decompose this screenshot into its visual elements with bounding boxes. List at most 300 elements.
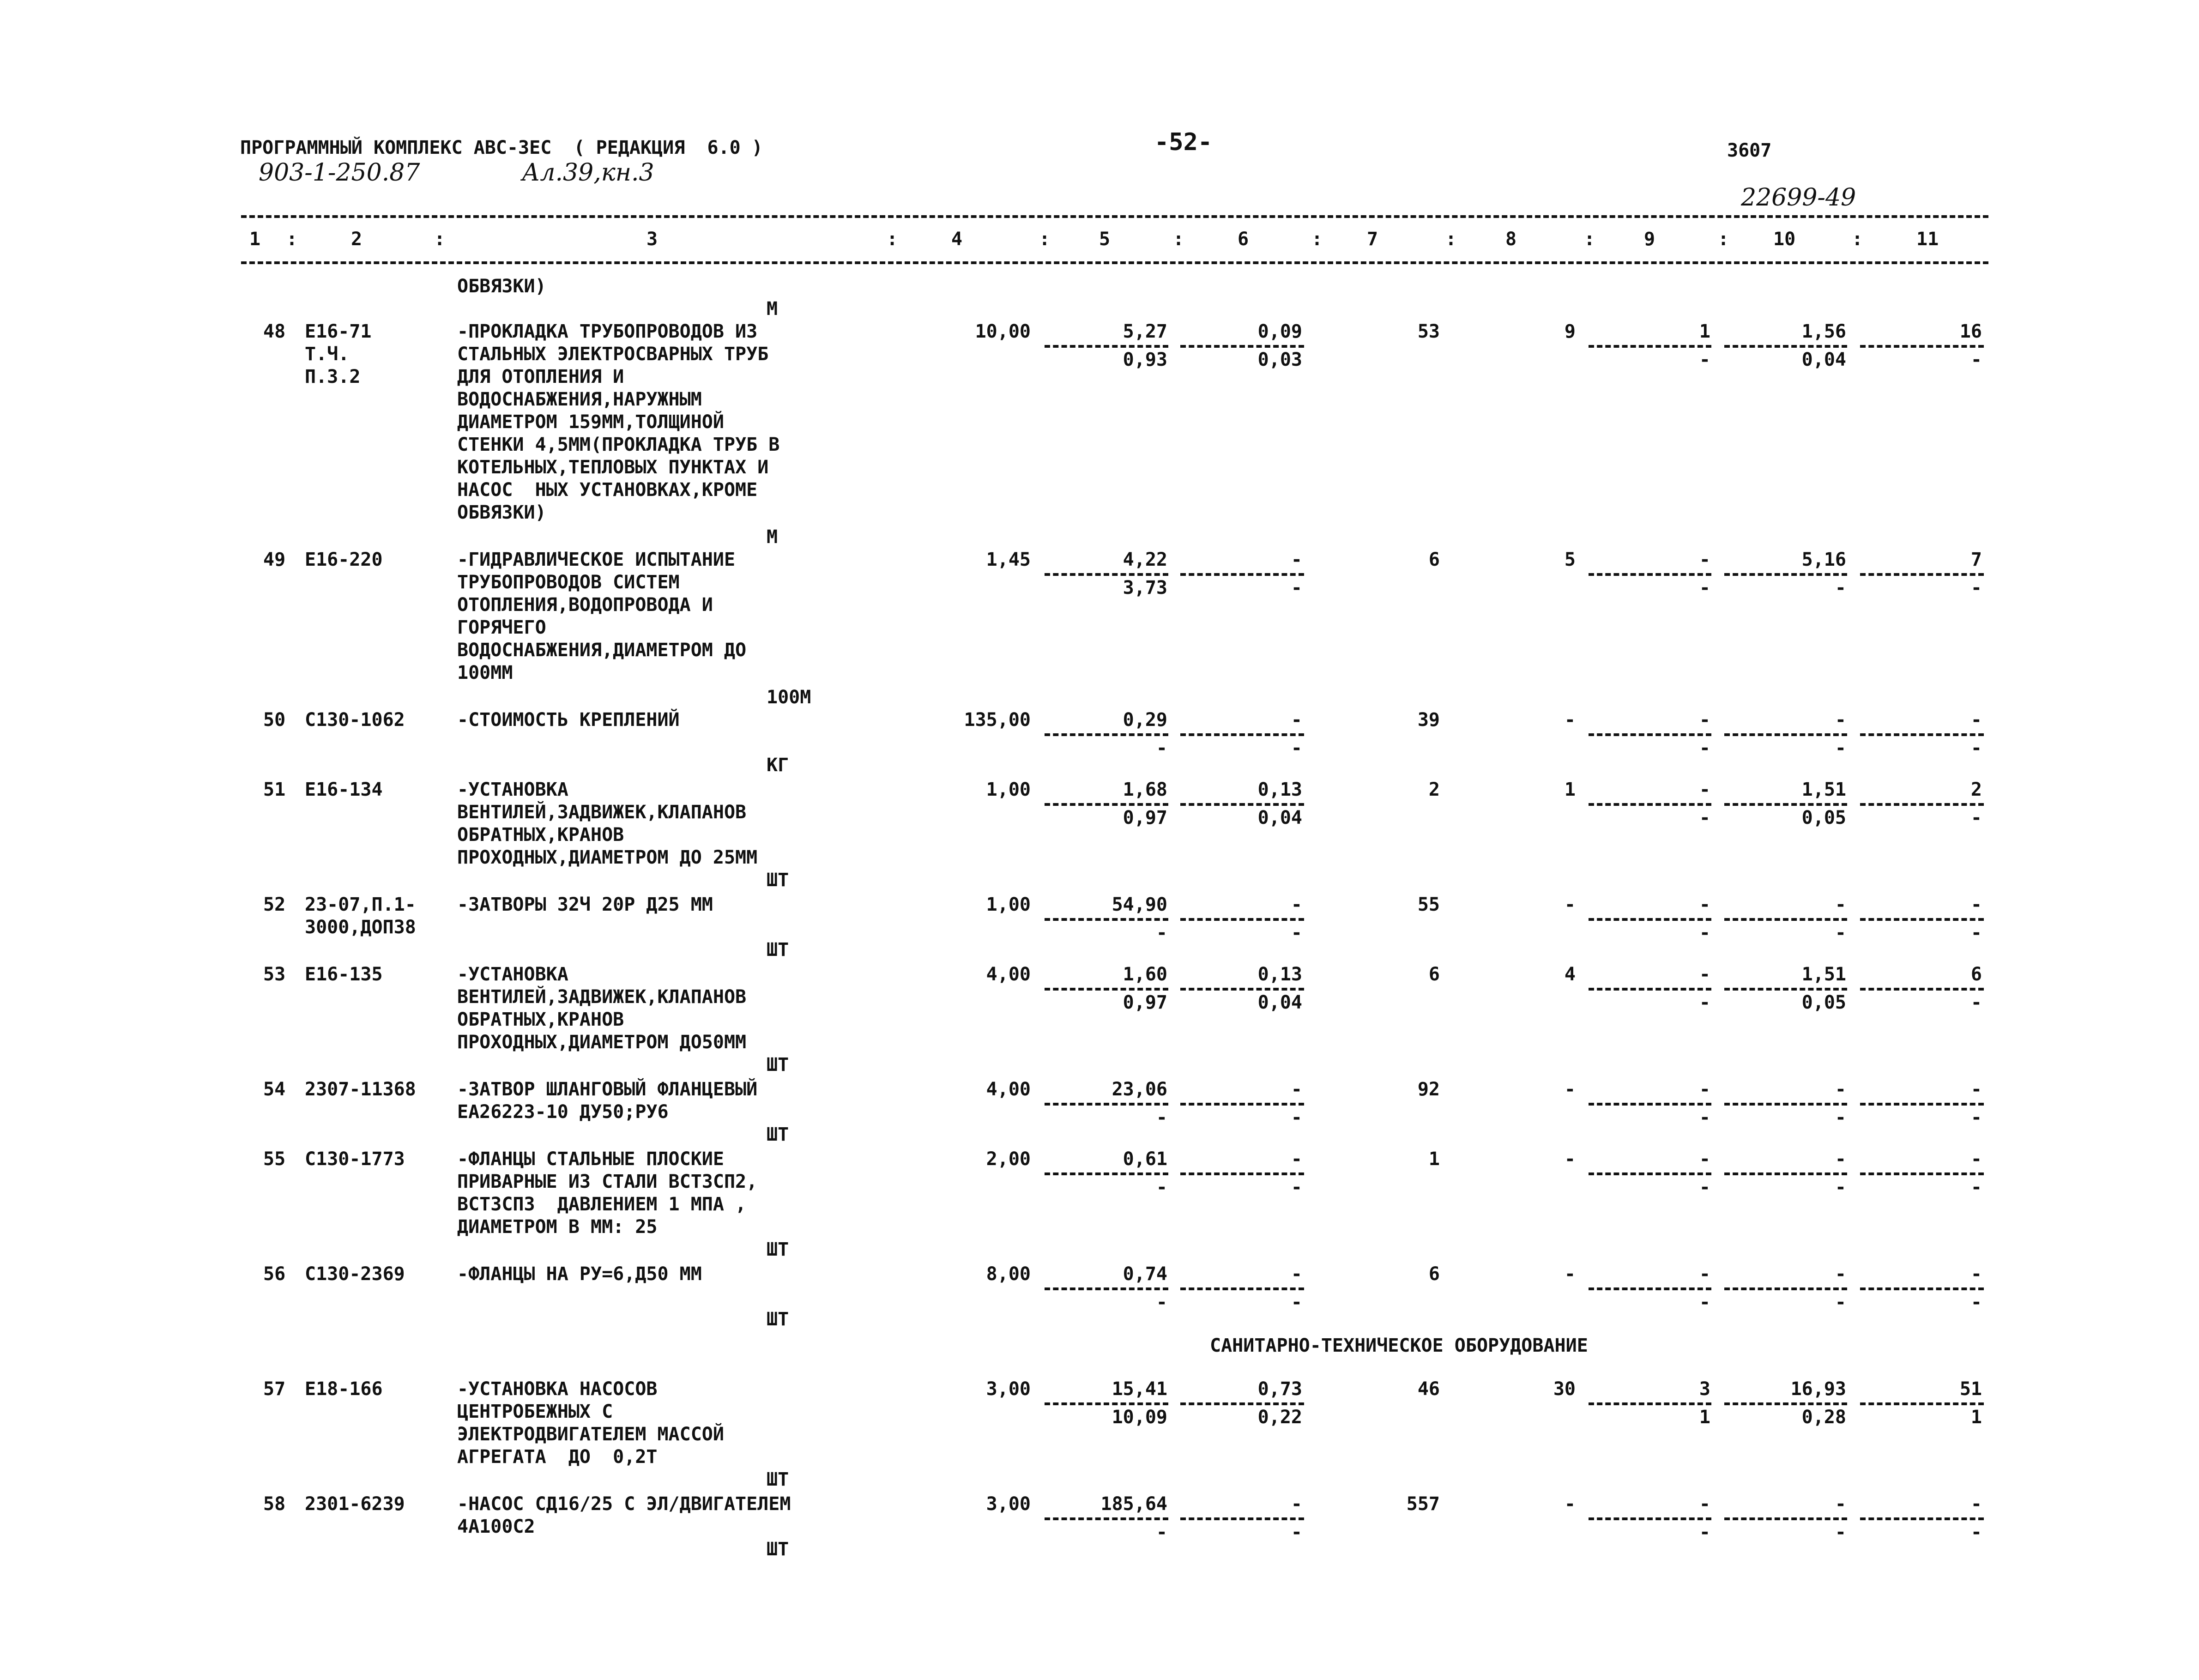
description-line: АГРЕГАТА ДО 0,2Т xyxy=(457,1446,658,1468)
column-header-4: 4 xyxy=(951,229,963,250)
description-line: ДЛЯ ОТОПЛЕНИЯ И xyxy=(457,366,624,387)
value-c5b: - xyxy=(1156,1107,1167,1128)
description-line: ОТОПЛЕНИЯ,ВОДОПРОВОДА И xyxy=(457,594,713,616)
value-c4: 1,00 xyxy=(986,894,1031,915)
cell-separator-c5 xyxy=(1045,1103,1168,1106)
value-c10: - xyxy=(1835,1148,1846,1170)
value-c9b: - xyxy=(1699,349,1710,370)
column-header-3: 3 xyxy=(646,229,658,250)
norm-code: Е18-166 xyxy=(305,1378,383,1400)
value-c8: 1 xyxy=(1564,779,1576,800)
description-line: ПРОХОДНЫХ,ДИАМЕТРОМ ДО 25ММ xyxy=(457,847,758,868)
column-header-9: 9 xyxy=(1644,229,1655,250)
handwritten-doc-number: 22699-49 xyxy=(1741,184,1856,212)
value-c10b: - xyxy=(1835,1107,1846,1128)
description-line: -УСТАНОВКА xyxy=(457,964,568,985)
value-c5: 5,27 xyxy=(1123,321,1167,342)
value-c10: 1,51 xyxy=(1801,964,1846,985)
cell-separator-c11 xyxy=(1860,345,1984,348)
cell-separator-c6 xyxy=(1180,1103,1304,1106)
description-line: ЦЕНТРОБЕЖНЫХ С xyxy=(457,1401,613,1422)
cell-separator-c5 xyxy=(1045,918,1168,921)
value-c7: 2 xyxy=(1428,779,1440,800)
description-line: -ГИДРАВЛИЧЕСКОЕ ИСПЫТАНИЕ xyxy=(457,549,736,570)
cell-separator-c6 xyxy=(1180,1402,1304,1405)
cell-separator-c6 xyxy=(1180,988,1304,991)
column-separator: : xyxy=(1584,229,1595,250)
value-c10: - xyxy=(1835,1263,1846,1285)
description-line: ПРИВАРНЫЕ ИЗ СТАЛИ ВСТ3СП2, xyxy=(457,1171,758,1192)
value-c6b: - xyxy=(1291,1522,1302,1543)
value-c7: 46 xyxy=(1417,1378,1440,1400)
norm-code: 2301-6239 xyxy=(305,1493,405,1515)
handwritten-album: Ал.39,кн.3 xyxy=(522,159,654,187)
value-c9: - xyxy=(1699,709,1710,731)
cell-separator-c9 xyxy=(1589,573,1711,576)
value-c4: 1,00 xyxy=(986,779,1031,800)
cell-separator-c6 xyxy=(1180,1287,1304,1290)
value-c10: 16,93 xyxy=(1790,1378,1846,1400)
value-c11b: - xyxy=(1970,1522,1982,1543)
cell-separator-c11 xyxy=(1860,573,1984,576)
cell-separator-c10 xyxy=(1724,803,1847,806)
value-c4: 1,45 xyxy=(986,549,1031,570)
program-title: ПРОГРАММНЫЙ КОМПЛЕКС АВС-3ЕС ( РЕДАКЦИЯ 6.0 ) xyxy=(240,137,763,158)
value-c9: - xyxy=(1699,1148,1710,1170)
cell-separator-c6 xyxy=(1180,1517,1304,1520)
cell-separator-c11 xyxy=(1860,1402,1984,1405)
cell-separator-c6 xyxy=(1180,573,1304,576)
cell-separator-c5 xyxy=(1045,988,1168,991)
column-header-5: 5 xyxy=(1099,229,1111,250)
column-separator: : xyxy=(286,229,298,250)
value-c10: - xyxy=(1835,709,1846,731)
value-c10b: 0,05 xyxy=(1801,807,1846,828)
cell-separator-c6 xyxy=(1180,345,1304,348)
description-line: ЕА26223-10 ДУ50;РУ6 xyxy=(457,1101,669,1123)
description-line: ОБРАТНЫХ,КРАНОВ xyxy=(457,824,624,846)
cell-separator-c9 xyxy=(1589,1402,1711,1405)
value-c7: 39 xyxy=(1417,709,1440,731)
value-c6: - xyxy=(1291,1079,1302,1100)
description-line: ОБРАТНЫХ,КРАНОВ xyxy=(457,1009,624,1030)
value-c6b: - xyxy=(1291,1292,1302,1313)
value-c9b: - xyxy=(1699,577,1710,598)
value-c5: 4,22 xyxy=(1123,549,1167,570)
value-c8: 30 xyxy=(1553,1378,1576,1400)
value-c11: - xyxy=(1970,1263,1982,1285)
value-c8: 5 xyxy=(1564,549,1576,570)
cell-separator-c11 xyxy=(1860,733,1984,736)
unit-label: ШТ xyxy=(767,1124,789,1145)
value-c6b: - xyxy=(1291,1177,1302,1198)
row-number: 52 xyxy=(263,894,286,915)
value-c9b: 1 xyxy=(1699,1407,1710,1428)
description-line: -СТОИМОСТЬ КРЕПЛЕНИЙ xyxy=(457,709,680,731)
value-c10: 1,56 xyxy=(1801,321,1846,342)
section-heading: САНИТАРНО-ТЕХНИЧЕСКОЕ ОБОРУДОВАНИЕ xyxy=(1210,1335,1588,1356)
unit-label: ШТ xyxy=(767,1309,789,1330)
value-c4: 2,00 xyxy=(986,1148,1031,1170)
cell-separator-c6 xyxy=(1180,918,1304,921)
cell-separator-c5 xyxy=(1045,1287,1168,1290)
cell-separator-c10 xyxy=(1724,1517,1847,1520)
value-c5: 15,41 xyxy=(1112,1378,1167,1400)
value-c5: 185,64 xyxy=(1100,1493,1167,1515)
value-c6: 0,13 xyxy=(1257,964,1302,985)
row-number: 49 xyxy=(263,549,286,570)
value-c11b: - xyxy=(1970,737,1982,759)
description-line: ПРОХОДНЫХ,ДИАМЕТРОМ ДО50ММ xyxy=(457,1032,747,1053)
column-separator: : xyxy=(1718,229,1729,250)
value-c7: 6 xyxy=(1428,1263,1440,1285)
column-header-2: 2 xyxy=(351,229,362,250)
value-c11: 6 xyxy=(1970,964,1982,985)
value-c5: 1,68 xyxy=(1123,779,1167,800)
value-c11b: - xyxy=(1970,992,1982,1013)
column-header-6: 6 xyxy=(1238,229,1249,250)
value-c7: 53 xyxy=(1417,321,1440,342)
row-number: 55 xyxy=(263,1148,286,1170)
value-c11b: - xyxy=(1970,807,1982,828)
value-c5b: 10,09 xyxy=(1112,1407,1167,1428)
row-number: 48 xyxy=(263,321,286,342)
norm-code: 2307-11368 xyxy=(305,1079,416,1100)
cell-separator-c11 xyxy=(1860,988,1984,991)
value-c4: 3,00 xyxy=(986,1378,1031,1400)
value-c6: 0,13 xyxy=(1257,779,1302,800)
unit-label: ШТ xyxy=(767,939,789,961)
column-separator: : xyxy=(1311,229,1323,250)
description-line: -ФЛАНЦЫ НА РУ=6,Д50 ММ xyxy=(457,1263,702,1285)
description-line: НАСОС НЫХ УСТАНОВКАХ,КРОМЕ xyxy=(457,479,758,501)
description-line: -НАСОС СД16/25 С ЭЛ/ДВИГАТЕЛЕМ xyxy=(457,1493,791,1515)
column-header-10: 10 xyxy=(1773,229,1796,250)
value-c11b: - xyxy=(1970,922,1982,943)
value-c9: - xyxy=(1699,1079,1710,1100)
cell-separator-c5 xyxy=(1045,1172,1168,1175)
value-c5: 0,29 xyxy=(1123,709,1167,731)
value-c9b: - xyxy=(1699,992,1710,1013)
value-c5b: - xyxy=(1156,737,1167,759)
cell-separator-c9 xyxy=(1589,803,1711,806)
column-separator: : xyxy=(1173,229,1184,250)
norm-code: Е16-135 xyxy=(305,964,383,985)
value-c6: - xyxy=(1291,549,1302,570)
value-c5b: - xyxy=(1156,1292,1167,1313)
value-c5b: - xyxy=(1156,1522,1167,1543)
cell-separator-c6 xyxy=(1180,803,1304,806)
description-line: ВСТ3СП3 ДАВЛЕНИЕМ 1 МПА , xyxy=(457,1194,747,1215)
description-line: ВОДОСНАБЖЕНИЯ,НАРУЖНЫМ xyxy=(457,389,702,410)
description-line: 100ММ xyxy=(457,662,513,683)
value-c9b: - xyxy=(1699,1522,1710,1543)
value-c10b: - xyxy=(1835,922,1846,943)
unit-label: М xyxy=(767,526,778,548)
value-c5b: - xyxy=(1156,1177,1167,1198)
cell-separator-c10 xyxy=(1724,918,1847,921)
norm-code: Е16-134 xyxy=(305,779,383,800)
value-c10b: - xyxy=(1835,1177,1846,1198)
cell-separator-c9 xyxy=(1589,345,1711,348)
value-c9b: - xyxy=(1699,807,1710,828)
column-separator: : xyxy=(1039,229,1051,250)
value-c6b: 0,04 xyxy=(1257,807,1302,828)
cell-separator-c11 xyxy=(1860,918,1984,921)
value-c8: 9 xyxy=(1564,321,1576,342)
row-number: 57 xyxy=(263,1378,286,1400)
cell-separator-c5 xyxy=(1045,733,1168,736)
value-c11b: - xyxy=(1970,1177,1982,1198)
value-c11b: - xyxy=(1970,577,1982,598)
unit-label: 100М xyxy=(767,687,811,708)
norm-code: 3000,ДОП38 xyxy=(305,917,416,938)
cell-separator-c9 xyxy=(1589,1517,1711,1520)
description-line: -УСТАНОВКА НАСОСОВ xyxy=(457,1378,658,1400)
value-c5: 0,74 xyxy=(1123,1263,1167,1285)
description-line: -ПРОКЛАДКА ТРУБОПРОВОДОВ ИЗ xyxy=(457,321,758,342)
value-c9: 3 xyxy=(1699,1378,1710,1400)
description-line: ГОРЯЧЕГО xyxy=(457,617,546,638)
value-c11: 7 xyxy=(1970,549,1982,570)
value-c4: 4,00 xyxy=(986,1079,1031,1100)
value-c9: - xyxy=(1699,894,1710,915)
description-line: ТРУБОПРОВОДОВ СИСТЕМ xyxy=(457,572,680,593)
value-c10: - xyxy=(1835,894,1846,915)
value-c4: 10,00 xyxy=(975,321,1031,342)
value-c11: - xyxy=(1970,894,1982,915)
cell-separator-c10 xyxy=(1724,345,1847,348)
cell-separator-c10 xyxy=(1724,1402,1847,1405)
description-line: ВОДОСНАБЖЕНИЯ,ДИАМЕТРОМ ДО xyxy=(457,640,747,661)
cell-separator-c5 xyxy=(1045,1517,1168,1520)
value-c8: - xyxy=(1564,1079,1576,1100)
value-c8: - xyxy=(1564,709,1576,731)
value-c9: - xyxy=(1699,549,1710,570)
norm-code: П.3.2 xyxy=(305,366,361,387)
column-header-7: 7 xyxy=(1367,229,1378,250)
value-c11: - xyxy=(1970,1148,1982,1170)
column-header-1: 1 xyxy=(249,229,261,250)
value-c9b: - xyxy=(1699,922,1710,943)
value-c11b: - xyxy=(1970,349,1982,370)
norm-code: С130-1062 xyxy=(305,709,405,731)
value-c9: - xyxy=(1699,779,1710,800)
value-c4: 4,00 xyxy=(986,964,1031,985)
value-c7: 92 xyxy=(1417,1079,1440,1100)
column-separator: : xyxy=(887,229,898,250)
value-c7: 1 xyxy=(1428,1148,1440,1170)
value-c11b: 1 xyxy=(1970,1407,1982,1428)
value-c6b: - xyxy=(1291,922,1302,943)
norm-code: Т.Ч. xyxy=(305,344,350,365)
row-number: 56 xyxy=(263,1263,286,1285)
value-c11: 2 xyxy=(1970,779,1982,800)
value-c5b: 0,97 xyxy=(1123,807,1167,828)
value-c10b: 0,05 xyxy=(1801,992,1846,1013)
row-number: 54 xyxy=(263,1079,286,1100)
value-c5b: 0,97 xyxy=(1123,992,1167,1013)
document-code: 3607 xyxy=(1727,140,1772,161)
value-c8: - xyxy=(1564,894,1576,915)
unit-label: ШТ xyxy=(767,870,789,891)
value-c7: 557 xyxy=(1406,1493,1440,1515)
norm-code: 23-07,П.1- xyxy=(305,894,416,915)
value-c9b: - xyxy=(1699,1107,1710,1128)
value-c6: - xyxy=(1291,709,1302,731)
value-c10b: - xyxy=(1835,1292,1846,1313)
description-line: -ЗАТВОРЫ 32Ч 20Р Д25 ММ xyxy=(457,894,713,915)
value-c11: - xyxy=(1970,1493,1982,1515)
value-c11: - xyxy=(1970,1079,1982,1100)
cell-separator-c5 xyxy=(1045,803,1168,806)
value-c6b: 0,03 xyxy=(1257,349,1302,370)
value-c5: 23,06 xyxy=(1112,1079,1167,1100)
value-c9b: - xyxy=(1699,737,1710,759)
value-c5b: 3,73 xyxy=(1123,577,1167,598)
value-c10b: - xyxy=(1835,737,1846,759)
cell-separator-c5 xyxy=(1045,1402,1168,1405)
description-line: СТЕНКИ 4,5ММ(ПРОКЛАДКА ТРУБ В xyxy=(457,434,780,455)
cell-separator-c11 xyxy=(1860,803,1984,806)
value-c6b: 0,04 xyxy=(1257,992,1302,1013)
value-c7: 6 xyxy=(1428,964,1440,985)
value-c4: 3,00 xyxy=(986,1493,1031,1515)
description-line: ВЕНТИЛЕЙ,ЗАДВИЖЕК,КЛАПАНОВ xyxy=(457,802,747,823)
value-c9: 1 xyxy=(1699,321,1710,342)
value-c8: 4 xyxy=(1564,964,1576,985)
unit-label: М xyxy=(767,298,778,320)
cell-separator-c5 xyxy=(1045,573,1168,576)
value-c5: 1,60 xyxy=(1123,964,1167,985)
value-c6b: - xyxy=(1291,1107,1302,1128)
column-separator: : xyxy=(1445,229,1457,250)
row-number: 51 xyxy=(263,779,286,800)
value-c8: - xyxy=(1564,1263,1576,1285)
row-number: 50 xyxy=(263,709,286,731)
value-c10: 5,16 xyxy=(1801,549,1846,570)
value-c11: 16 xyxy=(1959,321,1982,342)
cell-separator-c10 xyxy=(1724,1172,1847,1175)
value-c6: - xyxy=(1291,894,1302,915)
cell-separator-c6 xyxy=(1180,1172,1304,1175)
cell-separator-c10 xyxy=(1724,1103,1847,1106)
column-separator: : xyxy=(434,229,446,250)
description-line: -ЗАТВОР ШЛАНГОВЫЙ ФЛАНЦЕВЫЙ xyxy=(457,1079,758,1100)
value-c6: - xyxy=(1291,1263,1302,1285)
value-c5b: 0,93 xyxy=(1123,349,1167,370)
cell-separator-c9 xyxy=(1589,988,1711,991)
value-c10b: - xyxy=(1835,577,1846,598)
norm-code: Е16-71 xyxy=(305,321,372,342)
value-c11b: - xyxy=(1970,1107,1982,1128)
value-c10b: 0,28 xyxy=(1801,1407,1846,1428)
cell-separator-c9 xyxy=(1589,1287,1711,1290)
description-line: ВЕНТИЛЕЙ,ЗАДВИЖЕК,КЛАПАНОВ xyxy=(457,986,747,1008)
row-number: 53 xyxy=(263,964,286,985)
value-c9: - xyxy=(1699,964,1710,985)
norm-code: Е16-220 xyxy=(305,549,383,570)
page-number: -52- xyxy=(1154,128,1213,156)
column-header-11: 11 xyxy=(1916,229,1939,250)
description-line: СТАЛЬНЫХ ЭЛЕКТРОСВАРНЫХ ТРУБ xyxy=(457,344,769,365)
value-c6: 0,09 xyxy=(1257,321,1302,342)
header-rule-top xyxy=(241,215,1988,218)
cell-separator-c10 xyxy=(1724,988,1847,991)
value-c10: - xyxy=(1835,1493,1846,1515)
value-c4: 8,00 xyxy=(986,1263,1031,1285)
cell-separator-c10 xyxy=(1724,573,1847,576)
description-line: -ФЛАНЦЫ СТАЛЬНЫЕ ПЛОСКИЕ xyxy=(457,1148,724,1170)
value-c6b: - xyxy=(1291,577,1302,598)
unit-label: ШТ xyxy=(767,1054,789,1076)
value-c5: 54,90 xyxy=(1112,894,1167,915)
description-line: ОБВЯЗКИ) xyxy=(457,276,546,297)
description-line: ДИАМЕТРОМ В ММ: 25 xyxy=(457,1216,658,1238)
value-c9b: - xyxy=(1699,1177,1710,1198)
unit-label: КГ xyxy=(767,755,789,776)
value-c4: 135,00 xyxy=(964,709,1031,731)
row-number: 58 xyxy=(263,1493,286,1515)
value-c9: - xyxy=(1699,1263,1710,1285)
cell-separator-c10 xyxy=(1724,1287,1847,1290)
value-c8: - xyxy=(1564,1493,1576,1515)
description-line: ЭЛЕКТРОДВИГАТЕЛЕМ МАССОЙ xyxy=(457,1424,724,1445)
cell-separator-c9 xyxy=(1589,918,1711,921)
unit-label: ШТ xyxy=(767,1539,789,1560)
value-c7: 55 xyxy=(1417,894,1440,915)
value-c5b: - xyxy=(1156,922,1167,943)
cell-separator-c10 xyxy=(1724,733,1847,736)
value-c11b: - xyxy=(1970,1292,1982,1313)
cell-separator-c9 xyxy=(1589,733,1711,736)
header-rule-bottom xyxy=(241,261,1988,264)
description-line: ОБВЯЗКИ) xyxy=(457,502,546,523)
value-c8: - xyxy=(1564,1148,1576,1170)
value-c10: 1,51 xyxy=(1801,779,1846,800)
cell-separator-c6 xyxy=(1180,733,1304,736)
value-c6: 0,73 xyxy=(1257,1378,1302,1400)
description-line: КОТЕЛЬНЫХ,ТЕПЛОВЫХ ПУНКТАХ И xyxy=(457,457,769,478)
value-c11: - xyxy=(1970,709,1982,731)
column-separator: : xyxy=(1852,229,1863,250)
description-line: 4А100С2 xyxy=(457,1516,535,1537)
handwritten-doc-ref: 903-1-250.87 xyxy=(259,159,420,187)
value-c11: 51 xyxy=(1959,1378,1982,1400)
column-header-8: 8 xyxy=(1505,229,1517,250)
value-c10: - xyxy=(1835,1079,1846,1100)
value-c9b: - xyxy=(1699,1292,1710,1313)
unit-label: ШТ xyxy=(767,1469,789,1490)
value-c5: 0,61 xyxy=(1123,1148,1167,1170)
description-line: ДИАМЕТРОМ 159ММ,ТОЛЩИНОЙ xyxy=(457,411,724,433)
description-line: -УСТАНОВКА xyxy=(457,779,568,800)
value-c6: - xyxy=(1291,1148,1302,1170)
value-c6b: 0,22 xyxy=(1257,1407,1302,1428)
value-c10b: 0,04 xyxy=(1801,349,1846,370)
cell-separator-c11 xyxy=(1860,1287,1984,1290)
value-c6b: - xyxy=(1291,737,1302,759)
value-c9: - xyxy=(1699,1493,1710,1515)
cell-separator-c9 xyxy=(1589,1172,1711,1175)
value-c7: 6 xyxy=(1428,549,1440,570)
value-c6: - xyxy=(1291,1493,1302,1515)
cell-separator-c11 xyxy=(1860,1172,1984,1175)
cell-separator-c9 xyxy=(1589,1103,1711,1106)
cell-separator-c5 xyxy=(1045,345,1168,348)
unit-label: ШТ xyxy=(767,1239,789,1260)
cell-separator-c11 xyxy=(1860,1103,1984,1106)
